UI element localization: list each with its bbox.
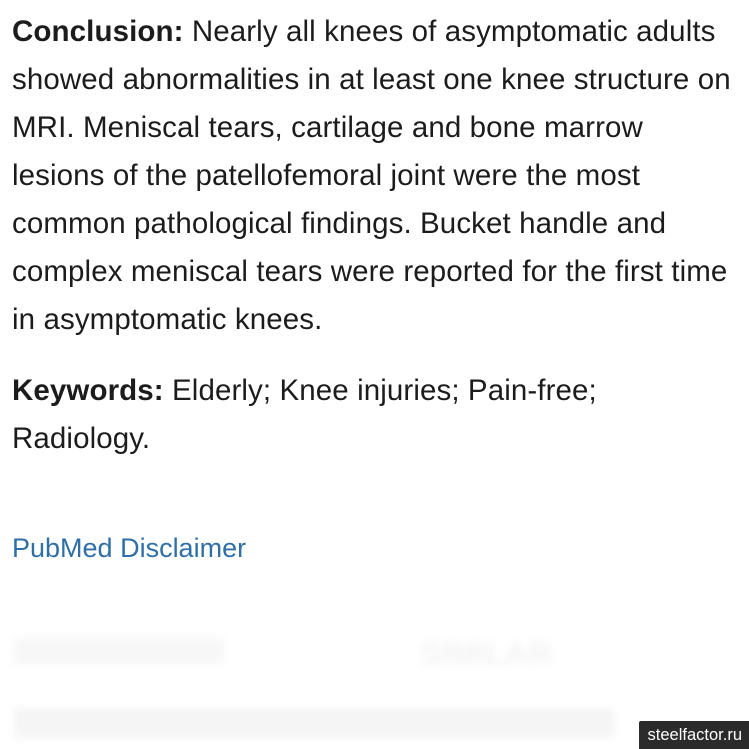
article-abstract (12, 8, 740, 566)
faded-next-section (0, 610, 749, 749)
conclusion-text: Nearly all knees of asymptomatic adults showed abnormalities in at least one knee structure on MRI. Meniscal tears, cartilage and bone marrow lesions of the patellofemoral joint were the most common pathological findings. Bucket handle and complex meniscal tears were reported for the first time in asymptomatic knees. (12, 15, 731, 336)
faded-block-left (14, 638, 224, 664)
keywords-paragraph (12, 367, 740, 463)
faded-section-heading: SIMILAR (420, 636, 552, 672)
site-watermark: steelfactor.ru (639, 721, 749, 749)
keywords-text: Elderly; Knee injuries; Pain-free; Radiology. (12, 374, 597, 455)
pubmed-disclaimer-link[interactable]: PubMed Disclaimer (12, 533, 247, 563)
conclusion-label: Conclusion: (12, 15, 184, 48)
faded-block-bottom (14, 708, 614, 738)
keywords-label: Keywords: (12, 374, 164, 407)
conclusion-paragraph (12, 8, 740, 344)
